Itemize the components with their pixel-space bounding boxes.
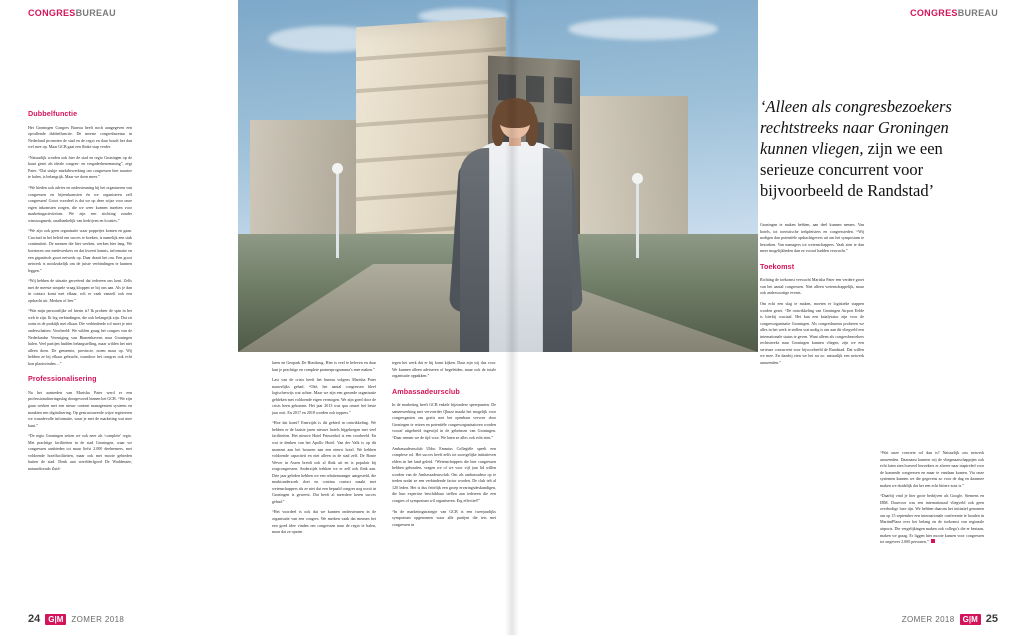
paragraph: laren en Geopark De Hondsrug. Hier is veel te beleven en daar kun je prachtige en complete partnerprogramma’s mee maken.” xyxy=(272,360,376,372)
column-3 xyxy=(392,360,496,532)
column-1 xyxy=(28,108,132,476)
street-lamp-icon xyxy=(336,172,339,258)
page-number-right: 25 xyxy=(985,613,998,625)
paragraph: Na het aantreden van Marisha Pater werd er een professionaliseringsslag doorgevoerd binnen het GCB. “We zijn gaan werken met een nieuw content management systeem en maakten een digitalisering. Op gestructureerde wijze registreren we waardevolle informatie, waar je met de marketing wat mee kunt.” xyxy=(28,389,132,428)
section-heading-toekomst: Toekomst xyxy=(760,261,795,271)
street-lamp-icon xyxy=(636,182,639,258)
section-heading-dubbelfunctie: Dubbelfunctie xyxy=(28,109,78,118)
magazine-logo-right: G|M xyxy=(960,614,981,625)
paragraph: “De regio Groningen zetten we ook neer als ‘complete’ regio. Met prachtige faciliteiten in de stad Groningen, waar we congressen aanbieden tot maar liefst 2.000 deelnemers, met voldoende hotelfaciliteiten, maar ook met mooie gebieden buiten de stad. Denk aan werelderfgoed De Waddenzee, natuurdiorado Zuid- xyxy=(28,433,132,471)
issue-label-right: ZOMER 2018 xyxy=(901,614,955,624)
pull-quote-roman: zijn we een serieuze concurrent voor bijvoorbeeld de Randstad’ xyxy=(760,139,943,201)
folio-left xyxy=(28,613,124,625)
paragraph-text: “Daarbij vind je hier grote bedrijven als Google, Siemens en IBM. Daarvoor was een internationaal vliegveld ook geen overbodige luxe tijn. We hebben daarom het initiatief genomen om op 15 september een internationale conferentie te houden in MartiniPlaza over het belang en de toekomst van regionale airports. Die vergelijkingen maken ook collega’s die er bestaan, maken we graag. Er liggen hier mooie kansen voor congressen tot ongeveer 2.000 personen.” xyxy=(880,493,984,545)
end-mark-icon xyxy=(931,539,935,543)
paragraph: Ambassadeursclub Ubbo Emmius Collegiële speelt een complexe rol. Het succes heeft zelfs tot soortgelijke initiatieven elders in het land geleid. “Wetenschappers die hier congressen hebben gehouden, vragen we of we voor vijf jaar lid willen worden van de Ambassadeursclub. Om als ambassadeur op te treden nodat ze een verbindende factor worden. De club telt al 120 leden. Het is dus feitelijk een groep ervaringsdeskundigen, die hun expertise beschikbaar stellen aan iedereen die een congres of symposium wil organiseren. Erg effectief!” xyxy=(392,445,496,503)
hair-top xyxy=(495,98,535,128)
paragraph: “We bieden ook advies en ondersteuning bij het organiseren van congressen en bijeenkomsten én we organiseren zelf congressen! Groot voordeel is dat we op deze wijze voor onze eigen inkomsten zorgen, die we weer kunnen inzetten voor marketingactiviteiten. We zijn een stichting zonder winstoogmerk, onafhankelijk van bedrijven en locaties.” xyxy=(28,185,132,223)
pull-quote-italic: ‘Alleen als congresbezoekers rechtstreeks naar Groningen kunnen vliegen, xyxy=(760,97,952,159)
building-left xyxy=(250,120,368,245)
column-4 xyxy=(760,222,864,371)
paragraph: tegen het werk dat er bij komt kijken. Daar zijn wij dus voor. We kunnen alleen adviseren of begeleiden, maar ook de totale organisatie oppakken.” xyxy=(392,360,496,379)
paragraph: “We zijn ook geen organisatie waar poppetjes komen en gaan. Cruciaal in het beleid om succes te boeken, is namelijk een stuk continuïteit. De mensen die hier werken, werken hier lang. We koesteren ons medewerkers en dat kweert kennis, informatie en een gigantisch groot netwerk op. Daar draait het om. Een groot netwerk is noodzakelijk om de juiste verbindingen te kunnen leggen.” xyxy=(28,228,132,273)
masthead-right-strong: CONGRES xyxy=(910,8,958,18)
paragraph: Last van de crisis heeft het bureau volgens Marisha Pater nauwelijks gehad. “Oké, het aantal congressen bleef logischerwijs wat achter. Maar we zijn een gezonde organisatie gebleken met voldoende eigen vermogen. We zijn goed door de crisis heen gekomen. Het jaar 2013 was qua omzet het beste jaar ooit. En 2017 en 2018 worden ook toppers.” xyxy=(272,377,376,415)
page-number-left: 24 xyxy=(28,613,41,625)
paragraph: “In de marketingstrategie van GCB is een tweejaarlijks symposium opgenomen waar alle partijen die iets met congressen in xyxy=(392,508,496,527)
folio-right xyxy=(902,613,998,625)
paragraph: “Wij hebben de situatie gecreëerd dat iedereen ons kent. Zelfs met de meeste simpele vraag kloppen ze bij ons aan. Als je dan in contact komt met elkaar, rolt er vaak vanzelf ook een opdracht uit. Merken of leer.” xyxy=(28,278,132,303)
masthead-right-thin: BUREAU xyxy=(957,8,998,18)
paragraph: Richting de toekomst verwacht Marisha Pater een verdere groei van het aantal congressen. Niet alleen wetenschappelijk, maar ook andersoortige events. xyxy=(760,277,864,296)
section-heading-ambassadeursclub: Ambassadeursclub xyxy=(392,386,460,396)
masthead-left-strong: CONGRES xyxy=(28,8,76,18)
issue-label-left: ZOMER 2018 xyxy=(71,614,125,624)
masthead-left xyxy=(28,8,116,18)
column-5 xyxy=(880,450,984,550)
masthead-right xyxy=(910,8,998,18)
pull-quote xyxy=(760,96,998,202)
paragraph: “Natuurlijk worden ook hier de stad en regio Groningen op de kaart gezet als ideale congres- en vergaderbestemming”, zegt Pater. “Dat stukje marktbewerking om congressen hier naartoe te halen, is belangrijk. Maar we doen meer.” xyxy=(28,154,132,180)
hero-photo xyxy=(238,0,758,352)
paragraph: “Wat onze concrete rol dan is? Natuurlijk ons netwerk aanwenden. Daarnaast kunnen wij de vliegmaatschappijen ook echt laten zien hoeveel bezoekers er alweer naar inspireled voor de komende congressen en maar te vandaan komen. Via onze systemen kunnen we die gegevens zo voor de dag en daarmee maken we duidelijk dat het een echt bittere zout is.” xyxy=(880,450,984,488)
paragraph: “Hoe dat komt? Enerzijds is dit gebied in ontwikkeling. We hebben er de laatste jaren nieuwe hotels bijgekregen met veel faciliteiten. Het nieuwe Hotel Prinsenhof is een voorbeeld. En wat te denken van het Apollo Hotel. Van der Valk is op dit moment aan het bouwen aan een nieuw hotel. We hebben voldoende capaciteit en niet alleen in de stad zelf. De Bonte Wever in Assen breidt ook al flink uit en is populair bij zorgcongressen. Anderzijds trekken we er zelf ook flink aan. Drie jaar geleden hebben we een relatiemanager aangesteld, die marktonderzoek doet en continu contact maakt met wetenschappers als ze niet dat een bepaald congres nog nooit in Groningen is geweest. Dat heeft al meerdere keren succes gehad.” xyxy=(272,420,376,504)
column-2 xyxy=(272,360,376,540)
paragraph: “Wat mijn persoonlijke rol hierin is? Ik probeer de spin in het web te zijn. Ik leg verbindingen, die ook belangrijk zijn. Dat zit soms in de praktijk met elkaar. Die verbindende rol moet je niet onderschatten. Voorbeeld: We wilden graag het congres van de Nederlandse Vereniging van Binnenhavens naar Groningen halen. Veel partijen hadden belangstelling, maar wilden het niet alleen doen. De gemeente, provincie, noem maar op. Wij hebben ze bij elkaar gebracht, waardoor het congres ook echt kon plaatsvinden....” xyxy=(28,308,132,366)
paragraph xyxy=(880,493,984,545)
masthead-left-thin: BUREAU xyxy=(75,8,116,18)
magazine-logo-left: G|M xyxy=(45,614,66,625)
cloud-shape xyxy=(568,18,718,40)
portrait-subject xyxy=(452,104,580,352)
paragraph: “Het voordeel is ook dat we kunnen ondersteunen in de organisatie van een congres. We merken vaak dat mensen het een goed idee vinden om congressen naar de regio te halen, maar dat ze opzien xyxy=(272,509,376,535)
paragraph: Groningen te maken hebben, aan deel kunnen nemen. Van hotels, tot toeristische trekpleisters en congressteden. “Wij nodigen dan potentiële opdrachtgevers uit om het symposium te bezoeken. Van managers tot wetenschappers. Vaak zien te dan meer mogelijkheden dan ze vooraf hadden verwacht.” xyxy=(760,222,864,254)
paragraph: In de marketing heeft GCB enkele bijzondere speerpunten. De samenwerking met vervoerder Qbuzz maakt het mogelijk voor congresgasten om gratis met het openbaar vervoer door Groningen te reizen en potentiële congresorganisatoren worden vooraf uitgebreid ingewijd in de geheimen van Groningen. “Daar nemen we de tijd voor. We laten ze alles ook echt zien.” xyxy=(392,402,496,441)
section-heading-professionalisering: Professionalisering xyxy=(28,374,97,384)
paragraph: Het Groningen Congres Bureau heeft noch aangegeven een opvallende dubbelfunctie. De meeste congresbureaus in Nederland promoten de stad en de regio en daar houdt het dan wel mee op. Maar GCB gaat een flinke stap verder. xyxy=(28,124,132,150)
paragraph: Om echt een slag te maken, moeten er logistieke stappen worden gezet. “De ontwikkeling van Groningen Airport Eelde is hierbij cruciaal. Het kan een katalysator zijn voor de congresorganisatie Groningen. Als congresbureau proberen we alles in het werk te stellen wat nodig is om aan dit vliegveld een internationale status te geven. Want alleen als congresbezoekers rechtstreeks naar Groningen kunnen vliegen, zijn we een serieuze concurrent voor bijvoorbeeld de Randstad. Dat willen we mee. En daarbij zien we het nu zo: natuurlijk een netwerk aanwenden.” xyxy=(760,301,864,365)
building-right xyxy=(568,96,688,246)
